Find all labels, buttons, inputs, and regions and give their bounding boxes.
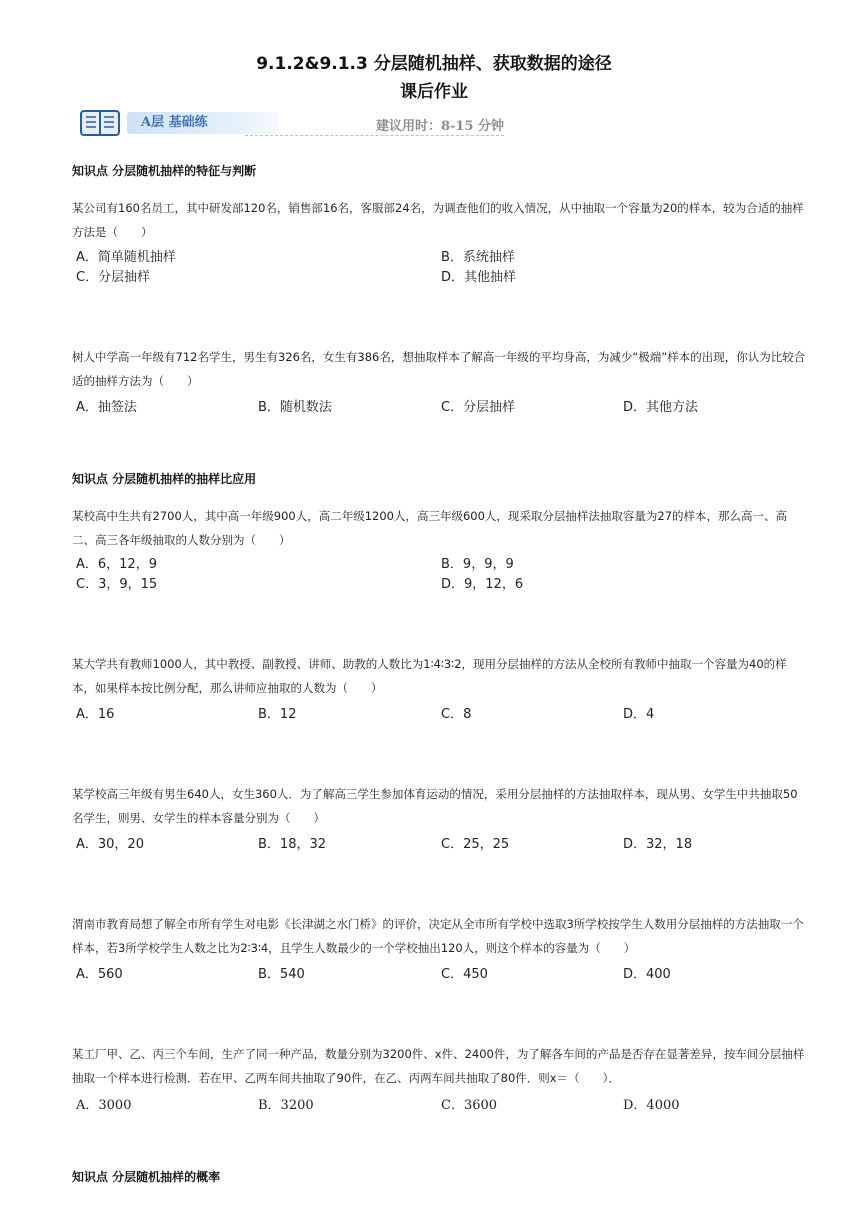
option-b: B．9，9，9 — [441, 557, 514, 572]
question-stem: 某学校高三年级有男生640人，女生360人．为了解高三学生参加体育运动的情况，采用分层抽样的方法抽取样本，现从男、女学生中共抽取50名学生，则男、女学生的样本容量分别为（ ） — [72, 787, 798, 825]
section-heading: 知识点 分层随机抽样的特征与判断 — [72, 164, 257, 178]
question-stem: 某工厂甲、乙、丙三个车间，生产了同一种产品，数量分别为3200件、x件、2400件，为了解各车间的产品是否存在显著差异，按车间分层抽样抽取一个样本进行检测．若在甲、乙两车间共抽取了90件，在乙、丙两车间共抽取了80件．则x＝（ ）． — [72, 1047, 805, 1085]
level-banner — [80, 108, 504, 140]
option-b: B．18，32 — [258, 837, 327, 852]
section-heading: 知识点 分层随机抽样的抽样比应用 — [72, 472, 257, 486]
option-b: B．540 — [258, 967, 305, 982]
option-a: A．16 — [76, 707, 115, 722]
option-d: D．9，12，6 — [441, 577, 524, 592]
option-d: D．其他抽样 — [441, 270, 517, 285]
book-icon — [80, 108, 120, 138]
option-c: C．8 — [441, 707, 472, 722]
option-d: D．4000 — [623, 1098, 680, 1113]
option-a: A．6，12，9 — [76, 557, 157, 572]
question-stem: 某大学共有教师1000人，其中教授、副教授、讲师、助教的人数比为1∶4∶3∶2，现用分层抽样的方法从全校所有教师中抽取一个容量为40的样本，如果样本按比例分配，那么讲师应抽取的人数为（ ） — [72, 657, 787, 695]
option-a: A．抽签法 — [76, 400, 137, 415]
option-d: D．400 — [623, 967, 671, 982]
option-c: C．3，9，15 — [76, 577, 158, 592]
question-stem: 树人中学高一年级有712名学生，男生有326名，女生有386名，想抽取样本了解高一年级的平均身高，为减少“极端”样本的出现，你认为比较合适的抽样方法为（ ） — [72, 350, 806, 388]
option-b: B．系统抽样 — [441, 250, 515, 265]
option-b: B．3200 — [258, 1098, 314, 1113]
option-c: C．25，25 — [441, 837, 510, 852]
option-b: B．随机数法 — [258, 400, 332, 415]
option-d: D．其他方法 — [623, 400, 699, 415]
document-subtitle: 课后作业 — [400, 82, 468, 102]
option-b: B．12 — [258, 707, 297, 722]
option-a: A．简单随机抽样 — [76, 250, 176, 265]
time-hint: 建议用时：8-15 分钟 — [375, 119, 504, 134]
option-c: C．450 — [441, 967, 488, 982]
section-heading: 知识点 分层随机抽样的概率 — [72, 1170, 221, 1184]
option-c: C．分层抽样 — [441, 400, 516, 415]
option-a: A．560 — [76, 967, 123, 982]
option-c: C．分层抽样 — [76, 270, 151, 285]
question-stem: 某公司有160名员工，其中研发部120名，销售部16名，客服部24名，为调查他们的收入情况，从中抽取一个容量为20的样本，较为合适的抽样方法是（ ） — [72, 201, 804, 239]
option-d: D．32，18 — [623, 837, 693, 852]
level-tag: A层 基础练 — [127, 112, 279, 134]
banner-divider — [245, 135, 504, 136]
question-stem: 某校高中生共有2700人，其中高一年级900人，高二年级1200人，高三年级600人，现采取分层抽样法抽取容量为27的样本，那么高一、高二、高三各年级抽取的人数分别为（ ） — [72, 509, 788, 547]
option-c: C．3600 — [441, 1098, 498, 1113]
option-d: D．4 — [623, 707, 655, 722]
option-a: A．3000 — [76, 1098, 132, 1113]
option-a: A．30，20 — [76, 837, 144, 852]
document-title: 9.1.2&9.1.3 分层随机抽样、获取数据的途径 — [256, 54, 612, 74]
question-stem: 渭南市教育局想了解全市所有学生对电影《长津湖之水门桥》的评价，决定从全市所有学校中选取3所学校按学生人数用分层抽样的方法抽取一个样本，若3所学校学生人数之比为2∶3∶4，且学生人数最少的一个学校抽出120人，则这个样本的容量为（ ） — [72, 917, 804, 955]
